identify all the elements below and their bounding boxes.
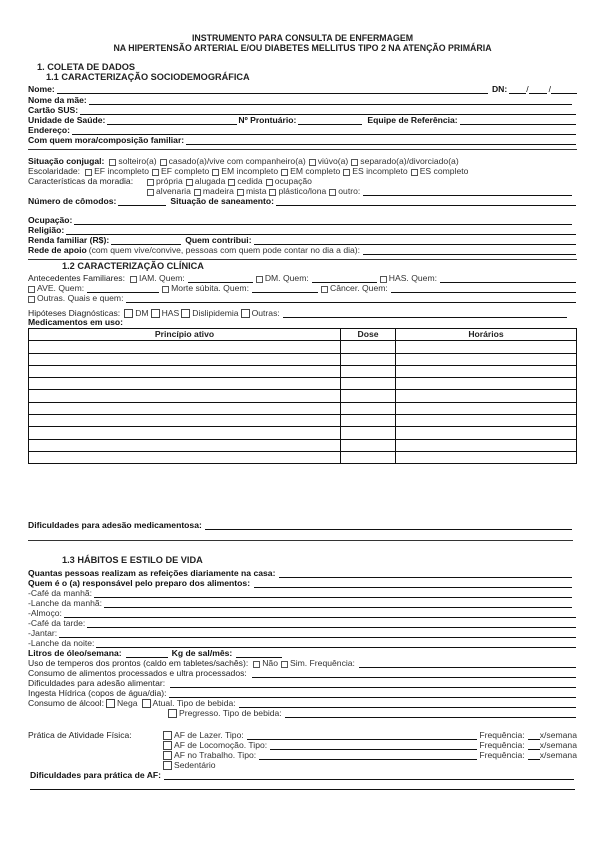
saneamento-label: Situação de saneamento: xyxy=(170,196,274,207)
form-title-line2: NA HIPERTENSÃO ARTERIAL E/OU DIABETES MELLITUS TIPO 2 NA ATENÇÃO PRIMÁRIA xyxy=(113,43,492,53)
frequencia-label: Frequência: xyxy=(479,740,525,751)
contribui-label: Quem contribui: xyxy=(185,235,252,246)
checkbox-alcool-atual[interactable] xyxy=(142,699,151,708)
table-row xyxy=(29,365,577,377)
row-medicamentos-label xyxy=(28,316,577,327)
dn-day-field[interactable] xyxy=(509,84,529,95)
option-label: DM xyxy=(135,308,149,319)
cell-principio[interactable] xyxy=(29,378,341,390)
option-label: Câncer. Quem: xyxy=(329,283,388,294)
unidade-saude-label: Unidade de Saúde: xyxy=(28,115,106,126)
processados-label: Consumo de alimentos processados e ultra processados: xyxy=(28,668,247,679)
option-label: cedida xyxy=(237,176,263,187)
cell-horarios[interactable] xyxy=(396,341,577,353)
dificuldades-af-label: Dificuldades para prática de AF: xyxy=(30,770,162,781)
dn-separator: / xyxy=(548,84,551,95)
composicao-label: Com quem mora/composição familiar: xyxy=(28,135,185,146)
cell-horarios[interactable] xyxy=(396,439,577,451)
option-label: Outras. Quais e quem: xyxy=(37,293,124,304)
cell-dose[interactable] xyxy=(341,341,396,353)
option-label: casado(a)/vive com companheiro(a) xyxy=(168,156,306,167)
option-label: AF de Locomoção. Tipo: xyxy=(174,740,268,751)
cell-horarios[interactable] xyxy=(396,378,577,390)
option-label: Dislipidemia xyxy=(192,308,239,319)
cell-dose[interactable] xyxy=(341,353,396,365)
option-label: ES incompleto xyxy=(352,166,408,177)
section-1-heading: 1. COLETA DE DADOS xyxy=(37,62,136,72)
option-label: alugada xyxy=(194,176,226,187)
jantar-label: -Jantar: xyxy=(28,628,58,639)
option-label: AF no Trabalho. Tipo: xyxy=(174,750,257,761)
option-label: EF completo xyxy=(161,166,210,177)
escolaridade-label: Escolaridade: xyxy=(28,166,81,177)
dificuldades-af-field[interactable] xyxy=(164,771,574,780)
section-1-1-heading: 1.1 CARACTERIZAÇÃO SOCIODEMOGRÁFICA xyxy=(46,72,250,82)
antecedentes-label: Antecedentes Familiares: xyxy=(28,273,125,284)
option-label: ES completo xyxy=(419,166,469,177)
cell-principio[interactable] xyxy=(29,341,341,353)
unit-label: x/semana xyxy=(539,750,577,761)
cell-horarios[interactable] xyxy=(396,402,577,414)
option-label: HAS xyxy=(161,308,180,319)
renda-label: Renda familiar (R$): xyxy=(28,235,110,246)
table-row xyxy=(29,415,577,427)
prontuario-label: Nº Prontuário: xyxy=(238,115,297,126)
cell-principio[interactable] xyxy=(29,390,341,402)
composicao-field-line2[interactable] xyxy=(28,149,577,150)
temperos-label: Uso de temperos dos prontos (caldo em tabletes/sachês): xyxy=(28,658,249,669)
dificuldades-med-field[interactable] xyxy=(205,521,572,530)
table-row xyxy=(29,378,577,390)
nome-mae-label: Nome da mãe: xyxy=(28,95,87,106)
dn-label: DN: xyxy=(491,84,508,95)
cell-dose[interactable] xyxy=(341,402,396,414)
cell-principio[interactable] xyxy=(29,402,341,414)
table-row xyxy=(29,402,577,414)
rede-apoio-label: Rede de apoio xyxy=(28,245,87,256)
situacao-conjugal-label: Situação conjugal: xyxy=(28,156,105,167)
cartao-sus-label: Cartão SUS: xyxy=(28,105,79,116)
ingesta-label: Ingesta Hídrica (copos de água/dia): xyxy=(28,688,167,699)
cell-principio[interactable] xyxy=(29,415,341,427)
header-horarios: Horários xyxy=(396,329,577,341)
lanche-noite-label: -Lanche da noite: xyxy=(28,638,95,649)
option-label: Sedentário xyxy=(174,760,216,771)
alcool-pregresso-field[interactable] xyxy=(285,709,576,718)
checkbox-alcool-pregresso[interactable] xyxy=(168,709,177,718)
dificuldades-af-line2[interactable] xyxy=(30,789,575,790)
cell-horarios[interactable] xyxy=(396,353,577,365)
checkbox-outras-antecedentes[interactable] xyxy=(28,296,35,303)
responsavel-label: Quem é o (a) responsável pelo preparo dos alimentos: xyxy=(28,578,251,589)
cell-principio[interactable] xyxy=(29,427,341,439)
form-title-line1: INSTRUMENTO PARA CONSULTA DE ENFERMAGEM xyxy=(191,33,414,43)
option-label: AF de Lazer. Tipo: xyxy=(174,730,244,741)
cell-dose[interactable] xyxy=(341,415,396,427)
option-label: outro: xyxy=(338,186,361,197)
option-label: própria xyxy=(156,176,183,187)
table-row xyxy=(29,353,577,365)
rede-apoio-note: (com quem vive/convive, pessoas com quem pode contar no dia a dia): xyxy=(88,245,361,256)
cell-dose[interactable] xyxy=(341,427,396,439)
table-row xyxy=(29,390,577,402)
saneamento-field[interactable] xyxy=(276,197,576,206)
option-label: Nega xyxy=(116,698,138,709)
section-1-2-heading: 1.2 CARACTERIZAÇÃO CLÍNICA xyxy=(62,261,204,271)
table-row xyxy=(29,451,577,463)
cell-horarios[interactable] xyxy=(396,390,577,402)
option-label: Outras: xyxy=(251,308,280,319)
dn-year-field[interactable] xyxy=(551,85,577,94)
option-label: Atual. Tipo de bebida: xyxy=(152,698,236,709)
header-dose: Dose xyxy=(341,329,396,341)
option-label: solteiro(a) xyxy=(118,156,157,167)
cell-horarios[interactable] xyxy=(396,427,577,439)
cell-horarios[interactable] xyxy=(396,415,577,427)
option-label: ocupação xyxy=(274,176,312,187)
composicao-field[interactable] xyxy=(186,136,576,145)
row-outras-quais xyxy=(28,292,577,303)
cell-principio[interactable] xyxy=(29,353,341,365)
row-dificuldades-med xyxy=(28,519,573,530)
rede-apoio-field[interactable] xyxy=(363,246,576,255)
row-nome xyxy=(28,83,577,94)
option-label: DM. Quem: xyxy=(264,273,309,284)
hipoteses-label: Hipóteses Diagnósticas: xyxy=(28,308,121,319)
alcool-label: Consumo de álcool: xyxy=(28,698,104,709)
cell-dose[interactable] xyxy=(341,365,396,377)
almoco-label: -Almoço: xyxy=(28,608,62,619)
dn-month-field[interactable] xyxy=(529,85,547,94)
option-label: AVE. Quem: xyxy=(37,283,85,294)
religiao-label: Religião: xyxy=(28,225,65,236)
row-dificuldades-af xyxy=(30,769,575,780)
cell-horarios[interactable] xyxy=(396,365,577,377)
ocupacao-label: Ocupação: xyxy=(28,215,73,226)
cafe-tarde-label: -Café da tarde: xyxy=(28,618,86,629)
endereco-label: Endereço: xyxy=(28,125,71,136)
moradia-label: Características da moradia: xyxy=(28,176,134,187)
unit-label: x/semana xyxy=(539,740,577,751)
nome-field[interactable] xyxy=(57,85,488,94)
table-row xyxy=(29,439,577,451)
option-label: IAM. Quem: xyxy=(138,273,185,284)
option-label: Pregresso. Tipo de bebida: xyxy=(179,708,282,719)
cell-dose[interactable] xyxy=(341,390,396,402)
option-label: separado(a)/divorciado(a) xyxy=(360,156,459,167)
option-label: HAS. Quem: xyxy=(388,273,437,284)
quantas-pessoas-label: Quantas pessoas realizam as refeições diariamente na casa: xyxy=(28,568,276,579)
litros-oleo-label: Litros de óleo/semana: xyxy=(28,648,122,659)
af-label: Prática de Atividade Física: xyxy=(28,730,132,741)
dn-separator: / xyxy=(526,84,529,95)
outras-quais-field[interactable] xyxy=(126,294,576,303)
medicamentos-label: Medicamentos em uso: xyxy=(28,317,124,328)
cell-horarios[interactable] xyxy=(396,451,577,463)
comodos-field[interactable] xyxy=(118,197,166,206)
comodos-label: Número de cômodos: xyxy=(28,196,117,207)
option-label: EM completo xyxy=(290,166,341,177)
cell-principio[interactable] xyxy=(29,365,341,377)
rede-apoio-field-line2[interactable] xyxy=(28,259,577,260)
dificuldades-alimentar-label: Dificuldades para adesão alimentar: xyxy=(28,678,166,689)
frequencia-label: Frequência: xyxy=(479,750,525,761)
medications-table xyxy=(28,328,577,464)
kg-sal-label: Kg de sal/mês: xyxy=(171,648,233,659)
option-label: EF incompleto xyxy=(94,166,150,177)
option-label: Morte súbita. Quem: xyxy=(171,283,249,294)
option-label: plástico/lona xyxy=(278,186,327,197)
frequencia-label: Frequência: xyxy=(479,730,525,741)
checkbox-alcool-nega[interactable] xyxy=(106,699,115,708)
option-label: Não xyxy=(262,658,278,669)
nome-label: Nome: xyxy=(28,84,55,95)
table-row xyxy=(29,341,577,353)
row-rede-apoio xyxy=(28,244,577,255)
row-comodos xyxy=(28,195,577,206)
section-1-3-heading: 1.3 HÁBITOS E ESTILO DE VIDA xyxy=(62,555,203,565)
unit-label: x/semana xyxy=(539,730,577,741)
cell-dose[interactable] xyxy=(341,451,396,463)
dificuldades-med-label: Dificuldades para adesão medicamentosa: xyxy=(28,520,202,531)
row-composicao xyxy=(28,134,577,145)
option-label: madeira xyxy=(202,186,234,197)
table-row xyxy=(29,427,577,439)
cell-dose[interactable] xyxy=(341,378,396,390)
option-label: viúvo(a) xyxy=(317,156,349,167)
table-header-row xyxy=(29,329,577,341)
header-principio-ativo: Princípio ativo xyxy=(29,329,341,341)
equipe-label: Equipe de Referência: xyxy=(367,115,458,126)
option-label: mista xyxy=(245,186,267,197)
af-label-wrap xyxy=(28,729,134,740)
cell-principio[interactable] xyxy=(29,439,341,451)
lanche-manha-label: -Lanche da manhã: xyxy=(28,598,103,609)
dificuldades-med-line2[interactable] xyxy=(28,540,573,541)
option-label: Sim. Frequência: xyxy=(289,658,355,669)
row-alcool-pregresso xyxy=(168,707,577,718)
option-label: alvenaria xyxy=(156,186,191,197)
cafe-manha-label: -Café da manhã: xyxy=(28,588,93,599)
cell-principio[interactable] xyxy=(29,451,341,463)
cell-dose[interactable] xyxy=(341,439,396,451)
option-label: EM incompleto xyxy=(221,166,279,177)
